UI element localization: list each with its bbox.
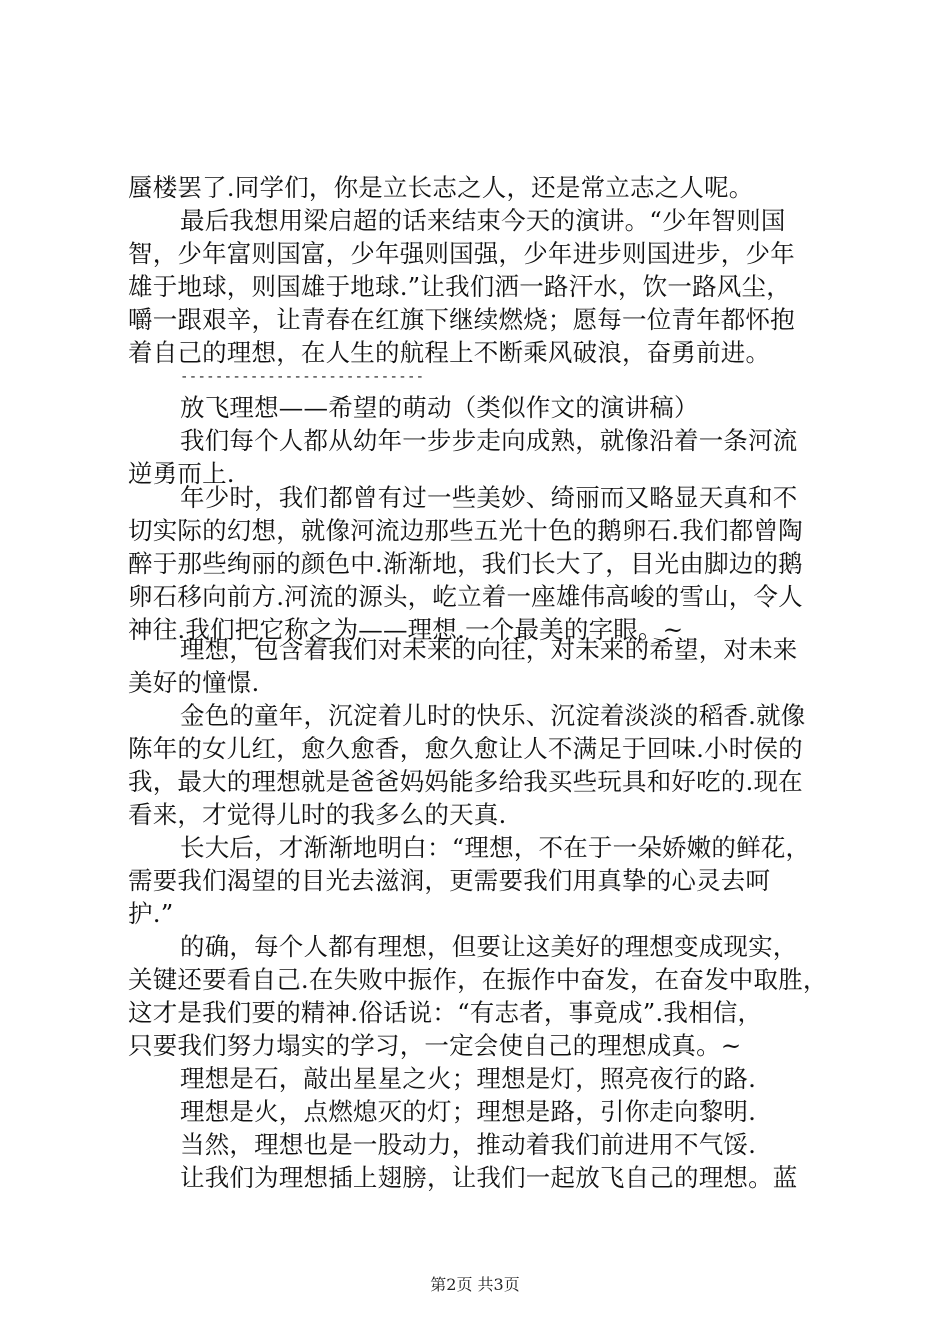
text-line: 卵石移向前方.河流的源头，屹立着一座雄伟高峻的雪山，令人 [128,582,803,611]
text-line: 蜃楼罢了.同学们，你是立长志之人，还是常立志之人呢。 [128,173,754,202]
paragraph-start-line: 当然，理想也是一股动力，推动着我们前进用不气馁. [180,1130,757,1159]
text-line: 着自己的理想，在人生的航程上不断乘风破浪，奋勇前进。 [128,338,771,367]
text-line: 关键还要看自己.在失败中振作，在振作中奋发，在奋发中取胜， [128,965,828,994]
paragraph-start-line: 的确，每个人都有理想，但要让这美好的理想变成现实， [180,932,798,961]
text-line: 我，最大的理想就是爸爸妈妈能多给我买些玩具和好吃的.现在 [128,767,803,796]
paragraph-start-line: 我们每个人都从幼年一步步走向成熟，就像沿着一条河流 [180,426,798,455]
paragraph-start-line: 年少时，我们都曾有过一些美妙、绮丽而又略显天真和不 [180,483,798,512]
text-line: 神往.我们把它称之为——理想.一个最美的字眼。~ [128,615,684,644]
text-line: 需要我们渴望的目光去滋润，更需要我们用真挚的心灵去呵 [128,866,771,895]
paragraph-start-line: 理想，包含着我们对未来的向往，对未来的希望，对未来 [180,635,798,664]
text-line: 醉于那些绚丽的颜色中.渐渐地，我们长大了，目光由脚边的鹅 [128,549,803,578]
paragraph-start-line: 金色的童年，沉淀着儿时的快乐、沉淀着淡淡的稻香.就像 [180,701,806,730]
text-line: 只要我们努力塌实的学习，一定会使自己的理想成真。~ [128,1031,742,1060]
paragraph-start-line: 最后我想用梁启超的话来结束今天的演讲。“少年智则国 [180,206,786,235]
page-number-footer: 第2页 共3页 [430,1275,520,1294]
text-line: 雄于地球，则国雄于地球.”让我们洒一路汗水，饮一路风尘， [128,272,791,301]
text-line: 逆勇而上. [128,459,235,488]
text-line: 陈年的女儿红，愈久愈香，愈久愈让人不满足于回味.小时侯的 [128,734,803,763]
section-divider: ---------------------------- [180,369,425,385]
text-line: 美好的憧憬. [128,668,260,697]
text-line: 看来，才觉得儿时的我多么的天真. [128,800,507,829]
text-line: 这才是我们要的精神.俗话说：“有志者，事竟成”.我相信， [128,998,763,1027]
text-line: 护.” [128,899,174,928]
paragraph-start-line: 理想是石，敲出星星之火；理想是灯，照亮夜行的路. [180,1064,757,1093]
paragraph-start-line: 理想是火，点燃熄灭的灯；理想是路，引你走向黎明. [180,1097,757,1126]
text-line: 嚼一跟艰辛，让青春在红旗下继续燃烧；愿每一位青年都怀抱 [128,305,795,334]
paragraph-start-line: 让我们为理想插上翅膀，让我们一起放飞自己的理想。蓝 [180,1163,798,1192]
section-title: 放飞理想——希望的萌动（类似作文的演讲稿） [180,393,699,422]
paragraph-start-line: 长大后，才渐渐地明白：“理想，不在于一朵娇嫩的鲜花， [180,833,811,862]
text-line: 切实际的幻想，就像河流边那些五光十色的鹅卵石.我们都曾陶 [128,516,803,545]
text-line: 智，少年富则国富，少年强则国强，少年进步则国进步，少年 [128,239,795,268]
